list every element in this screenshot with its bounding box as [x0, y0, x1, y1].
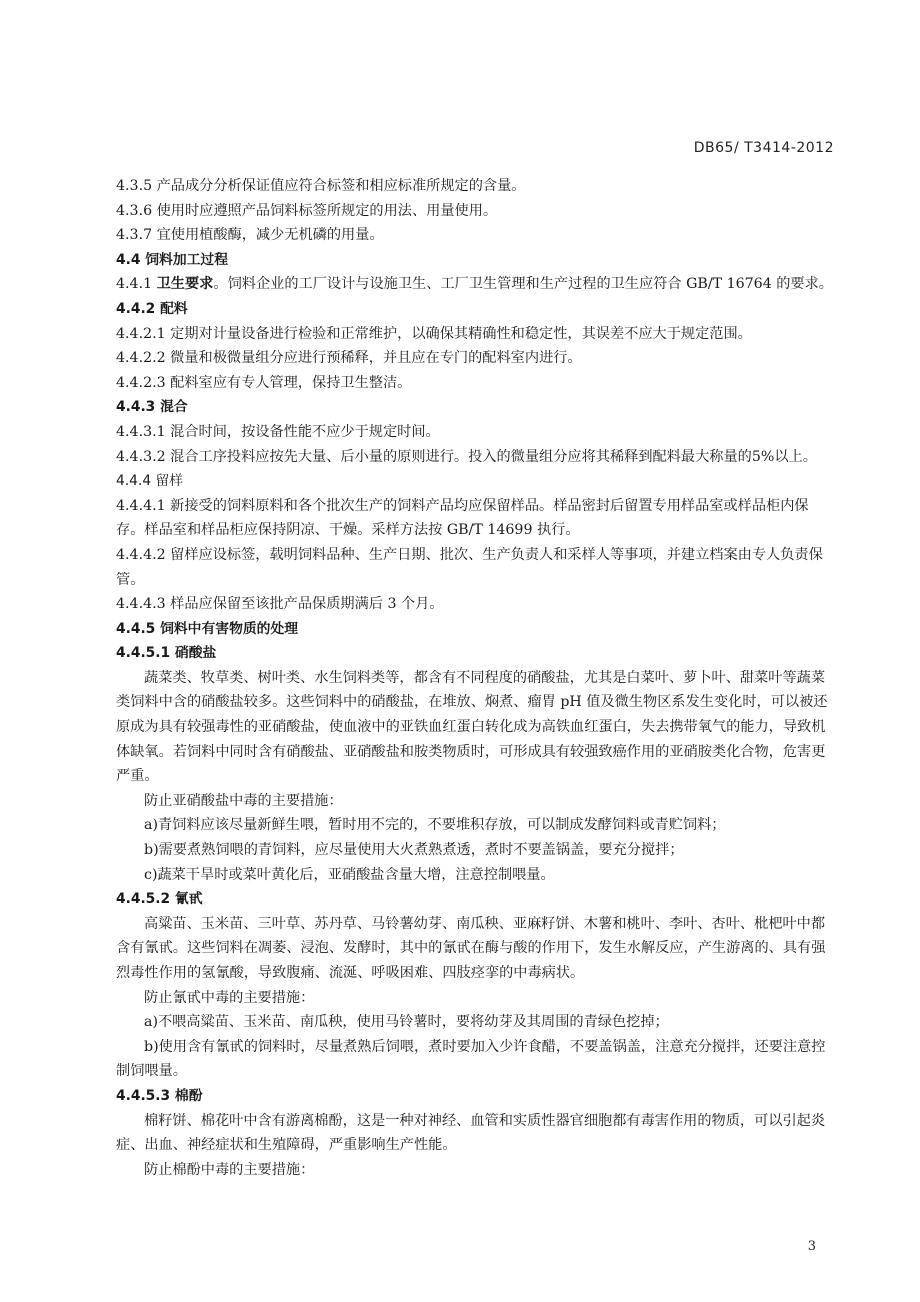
- paragraph-line: 4.3.6 使用时应遵照产品饲料标签所规定的用法、用量使用。: [116, 202, 498, 219]
- section-heading: 4.4.5.1 硝酸盐: [116, 645, 217, 662]
- paragraph-line: 4.4.4.2 留样应设标签，载明饲料品种、生产日期、批次、生产负责人和采样人等事项，并建立档案由专人负责保管。: [116, 546, 823, 588]
- paragraph-line: b)使用含有氰甙的饲料时，尽量煮熟后饲喂，煮时要加入少许食醋，不要盖锅盖，注意充分搅拌，还要注意控制饲喂量。: [116, 1038, 826, 1080]
- paragraph-line: 防止亚硝酸盐中毒的主要措施：: [144, 792, 343, 809]
- section-heading: 4.4 饲料加工过程: [116, 251, 229, 268]
- paragraph-line: 防止氰甙中毒的主要措施：: [144, 989, 315, 1006]
- paragraph-line: 4.4.2.3 配料室应有专人管理，保持卫生整洁。: [116, 374, 412, 391]
- paragraph-line: 4.4.3.1 混合时间，按设备性能不应少于规定时间。: [116, 423, 440, 440]
- paragraph-line: 4.4.2.1 定期对计量设备进行检验和正常维护，以确保其精确性和稳定性，其误差不应大于规定范围。: [116, 325, 752, 342]
- paragraph-line: a)不喂高粱苗、玉米苗、南瓜秧，使用马铃薯时，要将幼芽及其周围的青绿色挖掉；: [144, 1014, 669, 1031]
- paragraph-line: a)青饲料应该尽量新鲜生喂，暂时用不完的，不要堆积存放，可以制成发酵饲料或青贮饲料；: [144, 817, 726, 834]
- section-heading: 4.4.5 饲料中有害物质的处理: [116, 620, 299, 637]
- paragraph-line: 4.3.7 宜使用植酸酶，减少无机磷的用量。: [116, 227, 384, 244]
- paragraph-line: c)蔬菜干旱时或菜叶黄化后，亚硝酸盐含量大增，注意控制喂量。: [144, 866, 555, 883]
- paragraph-line: 4.4.2.2 微量和极微量组分应进行预稀释，并且应在专门的配料室内进行。: [116, 350, 582, 367]
- section-heading: 4.4.2 配料: [116, 300, 188, 317]
- document-body: [116, 174, 836, 1182]
- paragraph-line: 高粱苗、玉米苗、三叶草、苏丹草、马铃薯幼芽、南瓜秧、亚麻籽饼、木薯和桃叶、李叶、杏叶、枇杷叶中都含有氰甙。这些饲料在凋萎、浸泡、发酵时，其中的氰甙在酶与酸的作用下，发生水解反应，产生游离的、具有强烈毒性作用的氢氰酸，导致腹痛、流涎、呼吸困难、四肢痉挛的中毒病状。: [116, 915, 826, 981]
- document-code: DB65/ T3414-2012: [693, 140, 834, 156]
- section-heading: 4.4.5.3 棉酚: [116, 1087, 203, 1104]
- paragraph-line: 4.4.4.3 样品应保留至该批产品保质期满后 3 个月。: [116, 596, 444, 613]
- page-number: 3: [807, 1239, 816, 1254]
- paragraph-line: 4.3.5 产品成分分析保证值应符合标签和相应标准所规定的含量。: [116, 178, 526, 194]
- section-heading: 4.4.4 留样: [116, 473, 184, 490]
- paragraph-line: 防止棉酚中毒的主要措施：: [144, 1161, 315, 1178]
- section-heading: 4.4.3 混合: [116, 399, 188, 416]
- clause-title: 卫生要求: [156, 276, 214, 293]
- clause-text: 。饲料企业的工厂设计与设施卫生、工厂卫生管理和生产过程的卫生应符合 GB/T 16764 的要求。: [213, 276, 833, 293]
- paragraph-line: b)需要煮熟饲喂的青饲料，应尽量使用大火煮熟煮透，煮时不要盖锅盖，要充分搅拌；: [144, 842, 684, 859]
- paragraph-line: 4.4.4.1 新接受的饲料原料和各个批次生产的饲料产品均应保留样品。样品密封后留置专用样品室或样品柜内保存。样品室和样品柜应保持阴凉、干燥。采样方法按 GB/T 14699 执行。: [116, 497, 809, 539]
- paragraph-line: [116, 272, 836, 297]
- paragraph-line: 蔬菜类、牧草类、树叶类、水生饲料类等，都含有不同程度的硝酸盐，尤其是白菜叶、萝卜叶、甜菜叶等蔬菜类饲料中含的硝酸盐较多。这些饲料中的硝酸盐，在堆放、焖煮、瘤胃 pH 值及微生物区系发生变化时，可以被还原成为具有较强毒性的亚硝酸盐，使血液中的亚铁血红蛋白转化成为高铁血红蛋白，失去携带氧气的能力，导致机体缺氧。若饲料中同时含有硝酸盐、亚硝酸盐和胺类物质时，可形成具有较强致癌作用的亚硝胺类化合物，危害更严重。: [116, 669, 828, 785]
- clause-number: 4.4.1: [116, 276, 157, 293]
- paragraph-line: 棉籽饼、棉花叶中含有游离棉酚，这是一种对神经、血管和实质性器官细胞都有毒害作用的物质，可以引起炎症、出血、神经症状和生殖障碍，严重影响生产性能。: [116, 1112, 826, 1154]
- paragraph-line: 4.4.3.2 混合工序投料应按先大量、后小量的原则进行。投入的微量组分应将其稀释到配料最大称量的5%以上。: [116, 448, 817, 465]
- section-heading: 4.4.5.2 氰甙: [116, 891, 203, 908]
